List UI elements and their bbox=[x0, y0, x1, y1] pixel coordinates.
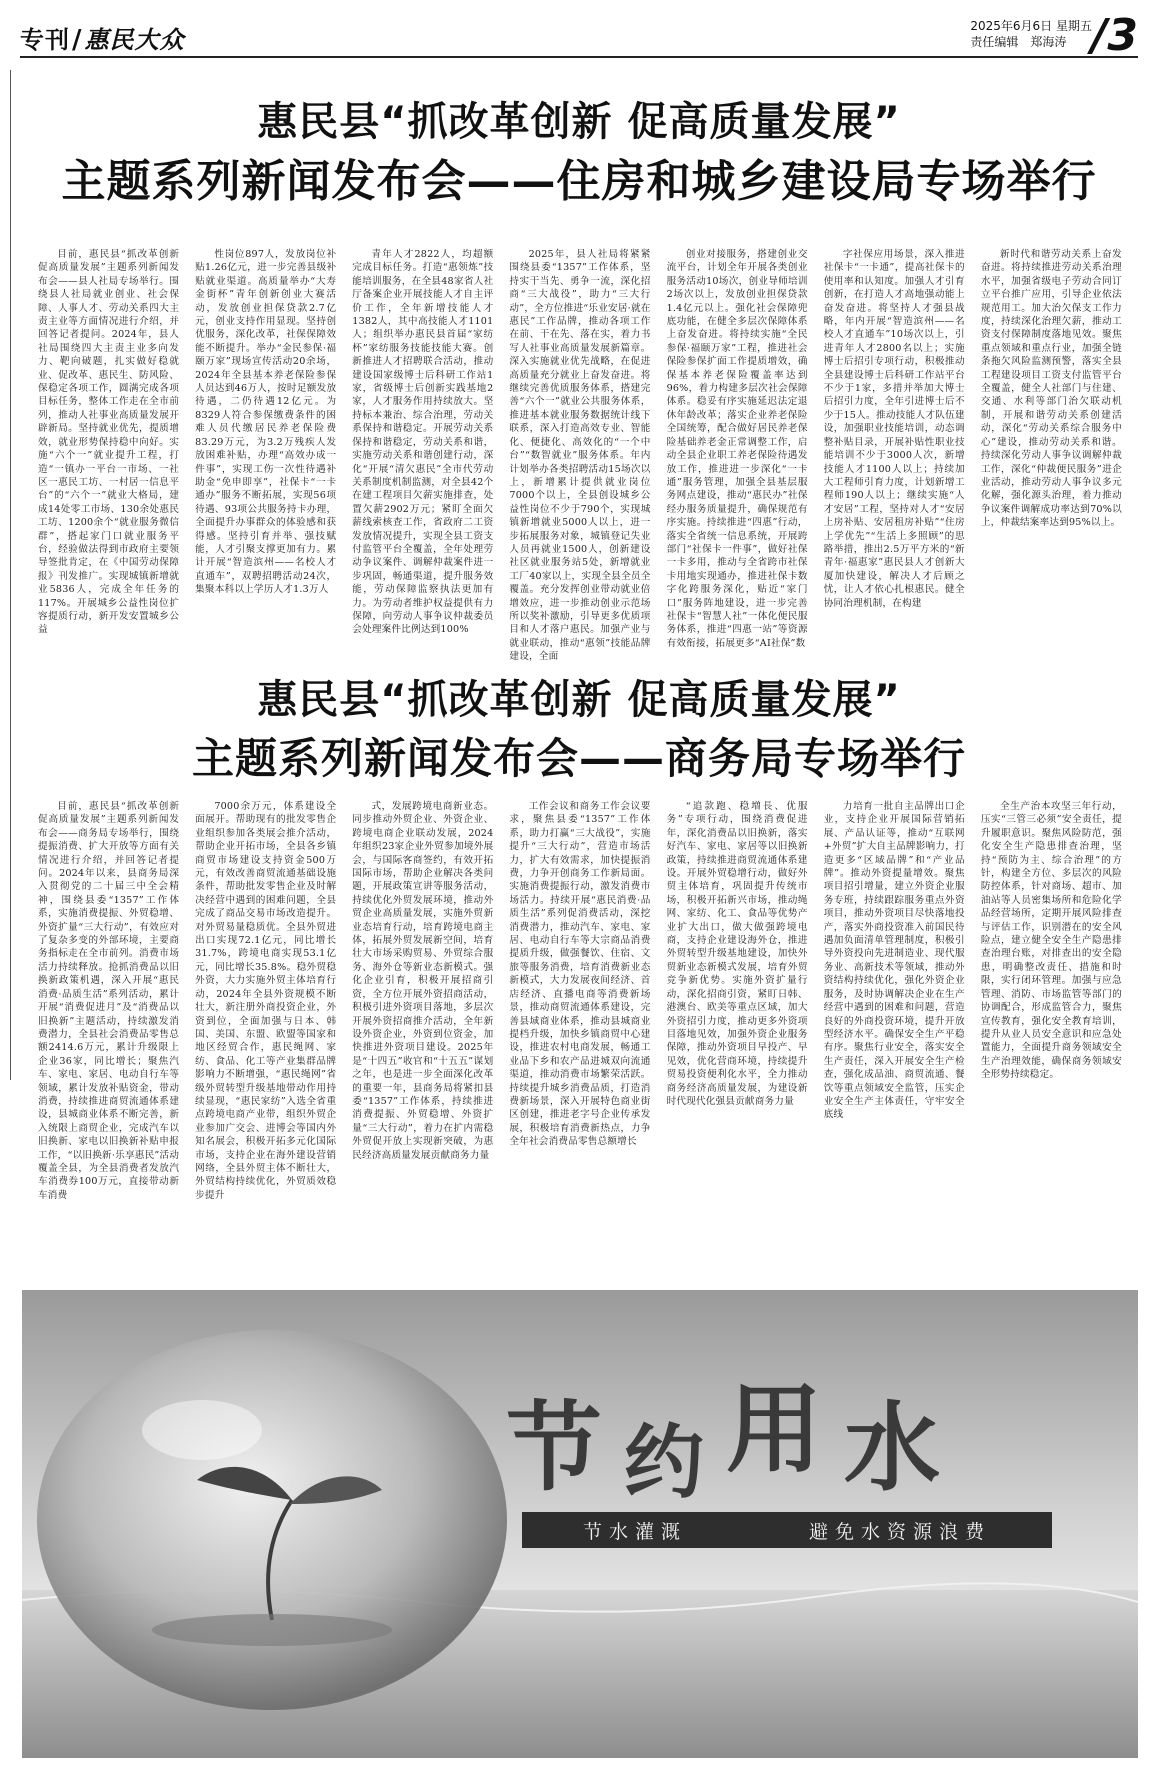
article1-headline bbox=[0, 94, 1158, 214]
article1-column-4: 2025年，县人社局将紧紧围绕县委“1357”工作体系，坚持实干当先、勇争一流，深化招商“三大战役”，助力“三大行动”，全方位推进“乐业安居·就在惠民”工作品牌，推动各项工作在前、干在先、落在实，着力书写人社事业高质量发展新篇章。深入实施就业优先战略，在促进高质量充分就业上奋发奋进。将继续完善优质服务体系，搭建完善“六个一”就业公共服务体系，推进基本就业服务数据统计线下联系，深入打造高效专业、智能化、便捷化、高效化的“一个中台”“数智就业”服务体系。年内计划举办各类招聘活动15场次以上，新增累计提供就业岗位7000个以上，全县创设城乡公益性岗位不少于790个，实现城镇新增就业5000人以上，进一步拓展服务对象，城镇登记失业人员再就业1500人，创新建设社区就业服务站5处，新增就业工厂40家以上，实现全县全员全覆盖。充分发挥创业带动就业倍增效应，进一步推动创业示范场所以奖补激励，引导更多优质项目和人才落户惠民。加强产业与就业联动，推动“惠领”技能品牌建设，全面 bbox=[509, 249, 651, 663]
poster-title-char: 水 bbox=[844, 1391, 944, 1504]
article1-column-3: 青年人才2822人，均超额完成目标任务。打造“惠领炼”技能培训服务，在全县48家省人社厅备案企业开展技能人才自主评价工作，全年新增技能人才1382人，其中高技能人才1101人；组织举办惠民县首届“家纺杯”家纺服务技能技能大赛。创新推进人才招聘联合活动，推动建设国家级博士后科研工作站1家，省级博士后创新实践基地2家，人才服务作用持续放大。坚持标本兼治、综合治理，劳动关系保持和谐稳定。开展劳动关系保持和谐稳定，劳动关系和谐，实施劳动关系和谐创建行动，深化“开展“清欠惠民”全市代劳动关系制度机制监测，对全县42个在建工程项目欠薪实施排查，处置欠薪2902万元；紧盯全面欠薪线索核查工作，省政府二工资发放情况提升，实现全县工资支付监管平台全覆盖，全年处理劳动争议案件、调解仲裁案件进一步巩固，畅通渠道，提升服务效能，劳动保障监察执法更加有力。为劳动者维护权益提供有力保障，向劳动人事争议仲裁委员会处理案件比例达到100% bbox=[352, 249, 494, 636]
poster-title-char: 节 bbox=[506, 1391, 606, 1504]
divider-slash: / bbox=[72, 25, 83, 55]
article2-headline bbox=[0, 672, 1158, 790]
article2-column-7: 全生产治本攻坚三年行动，压实“三管三必须”安全责任，提升履职意识。聚焦风险防范，强化安全生产隐患排查治理，坚持“预防为主、综合治理”的方针，构建全方位、多层次的风险防控体系，针对商场、超市、加油站等人员密集场所和危险化学品经营场所，定期开展风险排查与评估工作，识别潜在的安全风险点，建立健全安全生产隐患排查治理台账，对排查出的安全隐患，明确整改责任、措施和时限，实行闭环管理。加强与应急管理、消防、市场监管等部门的协调配合，形成监管合力，聚焦宣传教育，强化安全教育培训，提升从业人员安全意识和应急处置能力，全面提升商务领域安全生产治理效能，确保商务领域安全形势持续稳定。 bbox=[980, 801, 1122, 1081]
article2-column-6: 力培育一批自主品牌出口企业，支持企业开展国际营销拓展、产品认证等，推动“互联网+外贸”扩大自主品牌影响力，打造更多“区域品牌”和“产业品牌”。推动外资提量增效。聚焦项目招引增量，建立外资企业服务专班，持续跟踪服务重点外资项目，推动外资项目尽快落地投产，落实外商投资准入前国民待遇加负面清单管理制度，积极引导外资投向先进制造业、现代服务业、高新技术等领域，推动外资结构持续优化，强化外资企业服务，及时协调解决企业在生产经营中遇到的困难和问题，营造良好的外商投资环境，提升开放型经济水平。确保安全生产平稳有序。聚焦行业安全，落实安全生产责任，深入开展安全生产检查，强化成品油、商贸流通、餐饮等重点领域安全监管，压实企业安全生产主体责任，守牢安全底线 bbox=[823, 801, 965, 1121]
article2-column-5: “追款跑、稳増長、优服务”专项行动，围绕消费促进年，深化消费品以旧换新，落实好汽车、家电、家居等以旧换新政策，持续推进商贸流通体系建设。开展外贸稳增行动，做好外贸主体培育，巩固提升传统市场，积极开拓新兴市场，推动绳网、家纺、化工、食品等优势产业扩大出口，做大做强跨境电商，支持企业建设海外仓，推进外贸转型升级基地建设，加快外贸新业态新模式发展，培育外贸竞争新优势。实施外资扩量行动，深化招商引资，紧盯日韩、港澳台、欧美等重点区域，加大外资招引力度，推动更多外资项目落地见效，加强外资企业服务保障，推动外资项目早投产、早见效，优化营商环境，持续提升贸易投资便利化水平，全力推动商务经济高质量发展，为建设新时代现代化强县贡献商务力量 bbox=[666, 801, 808, 1107]
poster-subtitle-bar bbox=[522, 1512, 1052, 1548]
article2-column-3: 式，发展跨境电商新业态。同步推动外贸企业、外资企业、跨境电商企业联动发展，2024年组织23家企业外贸参加境外展会，与国际客商签约，有效开拓国际市场，帮助企业解决各类问题，开展政策宣讲等服务活动，持续优化外贸发展环境，推动外贸企业高质量发展，实施外贸新业态培育行动，培育跨境电商主体，拓展外贸发展新空间，培育壮大市场采购贸易、外贸综合服务、海外仓等新业态新模式。强化企业引育，积极开展招商引资，全方位开展外资招商活动，积极引进外资项目落地，多层次开展外资招商推介活动，全年新设外资企业，外资到位资金，加快推进外资项目建设。2025年是“十四五”收官和“十五五”谋划之年，也是进一步全面深化改革的重要一年，县商务局将紧扣县委“1357”工作体系，持续推进消费提振、外贸稳增、外资扩量“三大行动”，着力在扩内需稳外贸促开放上实现新突破，为惠民经济高质量发展贡献商务力量 bbox=[352, 801, 494, 1161]
editor-credit: 责任编辑 郑海涛 bbox=[970, 35, 1067, 49]
article1-column-7: 新时代和谐劳动关系上奋发奋进。将持续推进劳动关系治理水平，加强省级电子劳动合同订立平台推广应用，引导企业依法规范用工。加大治欠保支工作力度，持续深化治理欠薪，推动工资支付保障制度落地见效。聚焦重点领域和重点行业，加强全链条拖欠风险监测预警，落实全县工程建设项目工资支付监管平台全覆盖，健全人社部门与住建、交通、水利等部门治欠联动机制，开展和谐劳动关系创建活动，深化“劳动关系综合服务中心”建设，推动劳动关系和谐。持续深化劳动人事争议调解仲裁工作，深化“仲裁便民服务”进企业活动，推动劳动人事争议多元化解，强化源头治理，着力推动争议案件调解成功率达到70%以上，仲裁结案率达到95%以上。 bbox=[980, 249, 1122, 529]
article1-column-2: 性岗位897人，发放岗位补贴1.26亿元，进一步完善县级补贴就业渠道。高质量举办“大寿金街杯”青年创新创业大赛活动，发放创业担保贷款2.7亿元，创业支持作用显现。坚持创优服务，深化改革，社保保障效能不断提升。举办“金民参保·福颐万家”现场宣传活动20余场，2024年全县基本养老保险参保人员达到46万人，按时足额发放待遇，二仍待遇12亿元。为8329人符合参保缴费条件的困难人员代缴居民养老保险费83.29万元，为3.2万残疾人发放困难补贴，办理“高效办成一件事”，实现工伤一次性待遇补助金“免申即享”，社保卡“一卡通办”服务不断拓展，实现56项待遇、93项公共服务持卡办理，全面提升办事群众的体验感和获得感。坚持引育并举、强技赋能，人才引聚支撑更加有力。累计开展“智造滨州——名校人才直通车”，双聘招聘活动24次，集聚本科以上学历人才1.3万人 bbox=[195, 249, 337, 596]
poster-title-char: 约 bbox=[624, 1415, 708, 1509]
article2-headline-line1: 惠民县“抓改革创新 促高质量发展” bbox=[257, 677, 901, 723]
brand-logo: 惠民大众 bbox=[84, 25, 185, 54]
page-number: /3 bbox=[1091, 10, 1138, 61]
article1-headline-line2: 主题系列新闻发布会——住房和城乡建设局专场举行 bbox=[61, 156, 1097, 207]
article1-headline-line1: 惠民县“抓改革创新 促高质量发展” bbox=[257, 99, 901, 145]
poster-subtitle-right: 避免水资源浪费 bbox=[808, 1520, 991, 1543]
article2-column-4: 工作会议和商务工作会议要求，聚焦县委“1357”工作体系，助力打赢“三大战役”，实施提升“三大行动”，营造市场活力，扩大有效需求，加快提振消费，力争开创商务工作新局面。实施消费提振行动，激发消费市场活力。持续开展“惠民消费·品质生活”系列促消费活动，深挖消费潜力，推动汽车、家电、家居、电动自行车等大宗商品消费提质升级，做强餐饮、住宿、文旅等服务消费，培育消费新业态新模式，大力发展夜间经济、首店经济、直播电商等消费新场景，推动商贸流通体系建设，完善县域商业体系，推动县城商业提档升级，加快乡镇商贸中心建设，推进农村电商发展，畅通工业品下乡和农产品进城双向流通渠道，推动消费市场繁荣活跃。持续提升城乡消费品质，打造消费新场景，深入开展特色商业街区创建，推进老字号企业传承发展，积极培育消费新热点，力争全年社会消费品零售总额增长 bbox=[509, 801, 651, 1148]
article2-column-1: 目前，惠民县“抓改革创新促高质量发展”主题系列新闻发布会——商务局专场举行，围绕提振消费、扩大开放等方面有关情况进行介绍，并回答记者提问。2024年以来，县商务局深入贯彻党的二十届三中全会精神，围绕县委“1357”工作体系，实施消费提振、外贸稳增、外资扩量“三大行动”，有效应对了复杂多变的外部环境，主要商务指标走在全市前列。消费市场活力持续释放。抢抓消费品以旧换新政策机遇，深入开展“惠民消费·品质生活”系列活动，累计开展“消费促进月”及“消费品以旧换新”主题活动，持续激发消费潜力，全县社会消费品零售总额2414.6万元，累计升级限上企业36家，同比增长；聚焦汽车、家电、家居、电动自行车等领域，累计发放补贴资金，带动消费，持续推进商贸流通体系建设，县城商业体系不断完善，新入统限上商贸企业，完成汽车以旧换新、家电以旧换新补贴申报工作，“以旧换新·乐享惠民”活动覆盖全县，为全县消费者发放汽车消费券100万元，直接带动新车消费 bbox=[38, 801, 180, 1201]
poster-title-char: 用 bbox=[726, 1373, 826, 1486]
article1-column-5: 创业对接服务，搭建创业交流平台，计划全年开展各类创业服务活动10场次，创业导师培训2场次以上，发放创业担保贷款1.4亿元以上。强化社会保障兜底功能，在健全多层次保障体系上奋发奋进。将持续实施“全民参保·福颐万家”工程，推进社会保险参保扩面工作提质增效，确保基本养老保险覆盖率达到96%，着力构建多层次社会保障体系。稳妥有序实施延迟法定退休年龄改革；落实企业养老保险全国统筹，配合做好居民养老保险基础养老金正常调整工作，启动全县企业职工养老保险待遇发放工作，推进进一步深化“一卡通”服务管理，加强全县基层服务网点建设，推动“惠民办”社保经办服务质量提升，确保规范有序实施。持续推进“四惠”行动，落实全省统一信息系统，开展跨部门“社保卡一件事”，做好社保一卡多用，推动与全省跨市社保卡用地实现通办，推进社保卡数字化跨服务深化，贴近“家门口”服务阵地建设，进一步完善社保卡“智慧人社”一体化便民服务体系，推进“四惠一站”等资源有效衔接，拓展更多“AI社保”数 bbox=[666, 249, 808, 649]
poster-subtitle-left: 节水灌溉 bbox=[582, 1520, 687, 1543]
article1-column-6: 字社保应用场景，深入推进社保卡“一卡通”，提高社保卡的使用率和认知度。加强人才引育创新，在打造人才高地强动能上奋发奋进。将坚持人才强县战略，年内开展“智造滨州——名校人才直通车”10场次以上，引进青年人才2800名以上；实施博士后招引专项行动，积极推动全县建设博士后科研工作站平台不少于1家，多措并举加大博士后招引力度，全年引进博士后不少于15人。推动技能人才队伍建设，加强职业技能培训，动态调整补贴目录，开展补贴性职业技能培训不少于3000人次，新增技能人才1100人以上；持续加大工程师引育力度，计划新增工程师190人以上；继续实施“人才安居”工程，坚持对人才“安居上房补贴、安居租房补贴”“住房上学优先”“生活上多照顾”的思路举措，推出2.5万平方米的“新青年·福惠家”惠民县人才创新大厦加快建设，解决人才后顾之忧，让人才依心扎根惠民。健全协同治理机制，在构建 bbox=[823, 249, 965, 609]
issue-info bbox=[970, 18, 1092, 50]
drop-highlight bbox=[142, 1400, 262, 1460]
section-label bbox=[20, 20, 185, 55]
article2-headline-line2: 主题系列新闻发布会——商务局专场举行 bbox=[191, 734, 966, 783]
article1-body bbox=[38, 248, 1122, 663]
margin-rule bbox=[10, 70, 11, 1080]
water-drop-icon bbox=[37, 1330, 507, 1710]
article1-column-1: 目前，惠民县“抓改革创新促高质量发展”主题系列新闻发布会——县人社局专场举行。围绕县人社局就业创业、社会保障、人事人才、劳动关系四大主责主业等方面情况进行介绍，并回答记者提问。2024年，县人社局围绕四大主责主业多向发力、靶向破题，扎实做好稳就业、促改革、惠民生、防风险、保稳定各项工作，圆满完成各项目标任务，整体工作走在全市前列，推动人社事业高质量发展开辟新局。坚持就业优先，提质增效，就业形势保持稳中向好。实施“六个一”就业提升工程，打造“一镇办一平台一市场、一社区一惠民工坊、一村居一信息平台”的“六个一”就业大格局，建成14处零工市场、130余处惠民工坊、1200余个“就业服务微信群”，搭起家门口就业服务平台，经验做法得到市政府主要领导签批肯定，在《中国劳动保障报》刊发推广。实现城镇新增就业5836人，完成全年任务的117%。开展城乡公益性岗位扩容提质行动，新开发安置城乡公益 bbox=[38, 249, 180, 636]
issue-date: 2025年6月6日 星期五 bbox=[970, 19, 1092, 33]
poster-title bbox=[506, 1372, 1066, 1509]
article2-column-2: 7000余万元，体系建设全面展开。帮助现有的批发零售企业组织参加各类展会推介活动，帮助企业开拓市场，全县各乡镇商贸市场建设支持资金500万元，有效改善商贸流通基础设施条件，帮助批发零售企业及时解决经营中遇到的困难问题，全县完成了商品交易市场改造提升。对外贸易量稳质优。全县外贸进出口实现72.1亿元，同比增长31.7%，跨境电商实现53.1亿元，同比增长35.8%。稳外贸稳外资，大力实施外贸主体培育行动，2024年全县外资规模不断壮大，新注册外商投资企业，外资到位，全面加强与日本、韩国、美国、东盟、欧盟等国家和地区经贸合作，惠民绳网、家纺、食品、化工等产业集群品牌影响力不断增强，“惠民绳网”省级外贸转型升级基地带动作用持续显现，“惠民家纺”入选全省重点跨境电商产业带，组织外贸企业参加广交会、进博会等国内外知名展会，积极开拓多元化国际市场，支持企业在海外建设营销网络，全县外贸主体不断壮大，外贸结构持续优化，外贸质效稳步提升 bbox=[195, 801, 337, 1201]
article2-body bbox=[38, 800, 1122, 1260]
page-header bbox=[20, 10, 1138, 61]
water-saving-poster bbox=[22, 1290, 1138, 1758]
column-name: 专刊 bbox=[20, 25, 70, 54]
drop-ripple bbox=[152, 1614, 392, 1646]
